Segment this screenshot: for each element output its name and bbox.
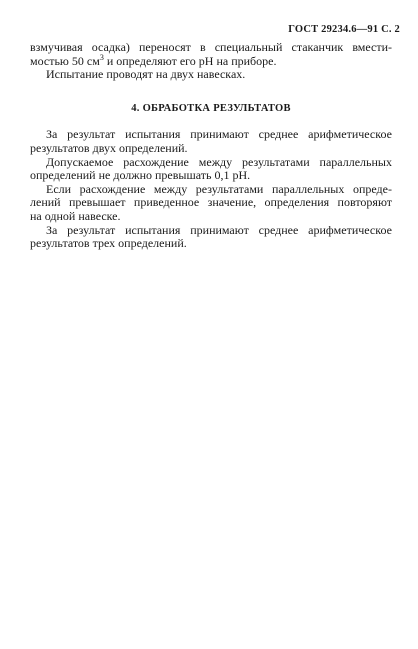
word: Допускаемое xyxy=(46,154,114,169)
section-paragraph-4 xyxy=(30,224,392,251)
section-title: 4. ОБРАБОТКА РЕЗУЛЬТАТОВ xyxy=(131,102,291,114)
line-text: мостью 50 см xyxy=(30,53,100,68)
word: приведенное xyxy=(133,195,200,210)
word: расхождение xyxy=(79,181,146,196)
word: специальный xyxy=(214,40,283,54)
word: взмучивая xyxy=(30,40,83,54)
word: среднее xyxy=(258,127,299,142)
word: превышает xyxy=(68,195,126,210)
word: принимают xyxy=(190,222,249,237)
word: значение, xyxy=(207,195,257,210)
word: За xyxy=(46,222,58,237)
section-paragraph-1 xyxy=(30,128,392,155)
word: испытания xyxy=(125,222,181,237)
word: Если xyxy=(46,181,72,196)
word: переносят xyxy=(138,40,191,54)
page-header xyxy=(288,24,400,35)
word: За xyxy=(46,127,58,142)
word: арифметическое xyxy=(308,222,392,237)
word: опреде- xyxy=(352,181,392,196)
word: определения xyxy=(264,195,330,210)
paragraph-line xyxy=(30,196,392,210)
word: осадка) xyxy=(91,40,130,54)
section-paragraph-3 xyxy=(30,183,392,224)
word: расхождение xyxy=(123,154,189,169)
paragraph-line: на одной навеске. xyxy=(30,208,121,223)
paragraph-line xyxy=(30,156,392,170)
paragraph-line: результатов трех определений. xyxy=(30,236,187,251)
document-body xyxy=(30,41,392,251)
word: результатами xyxy=(242,154,310,169)
word: между xyxy=(198,154,233,169)
word: испытания xyxy=(125,127,181,142)
word: арифметическое xyxy=(308,127,392,142)
word: в xyxy=(199,40,206,54)
page-header-title: ГОСТ 29234.6—91 С. 2 xyxy=(288,24,400,35)
word: результат xyxy=(67,127,116,142)
paragraph-line xyxy=(30,224,392,238)
word: между xyxy=(153,181,188,196)
paragraph-line xyxy=(30,128,392,142)
continuation-paragraph xyxy=(30,41,392,82)
word: результат xyxy=(67,222,116,237)
word: среднее xyxy=(258,222,299,237)
word: параллельных xyxy=(319,154,392,169)
paragraph-line: определений не должно превышать 0,1 рН. xyxy=(30,168,251,183)
word: лений xyxy=(30,195,61,210)
word: результатами xyxy=(195,181,264,196)
continuation-line-2 xyxy=(30,52,392,69)
word: параллельных xyxy=(271,181,345,196)
paragraph-line: результатов двух определений. xyxy=(30,140,188,155)
line-text: и определяют его рН на приборе. xyxy=(103,53,277,68)
word: принимают xyxy=(190,127,249,142)
word: повторяют xyxy=(337,195,392,210)
superscript: 3 xyxy=(99,52,104,62)
paragraph-line xyxy=(30,183,392,197)
continuation-line-1 xyxy=(30,41,392,55)
word: стаканчик xyxy=(291,40,344,54)
word: вмести- xyxy=(352,40,392,54)
section-paragraph-2 xyxy=(30,156,392,183)
continuation-line-3: Испытание проводят на двух навесках. xyxy=(46,67,246,82)
